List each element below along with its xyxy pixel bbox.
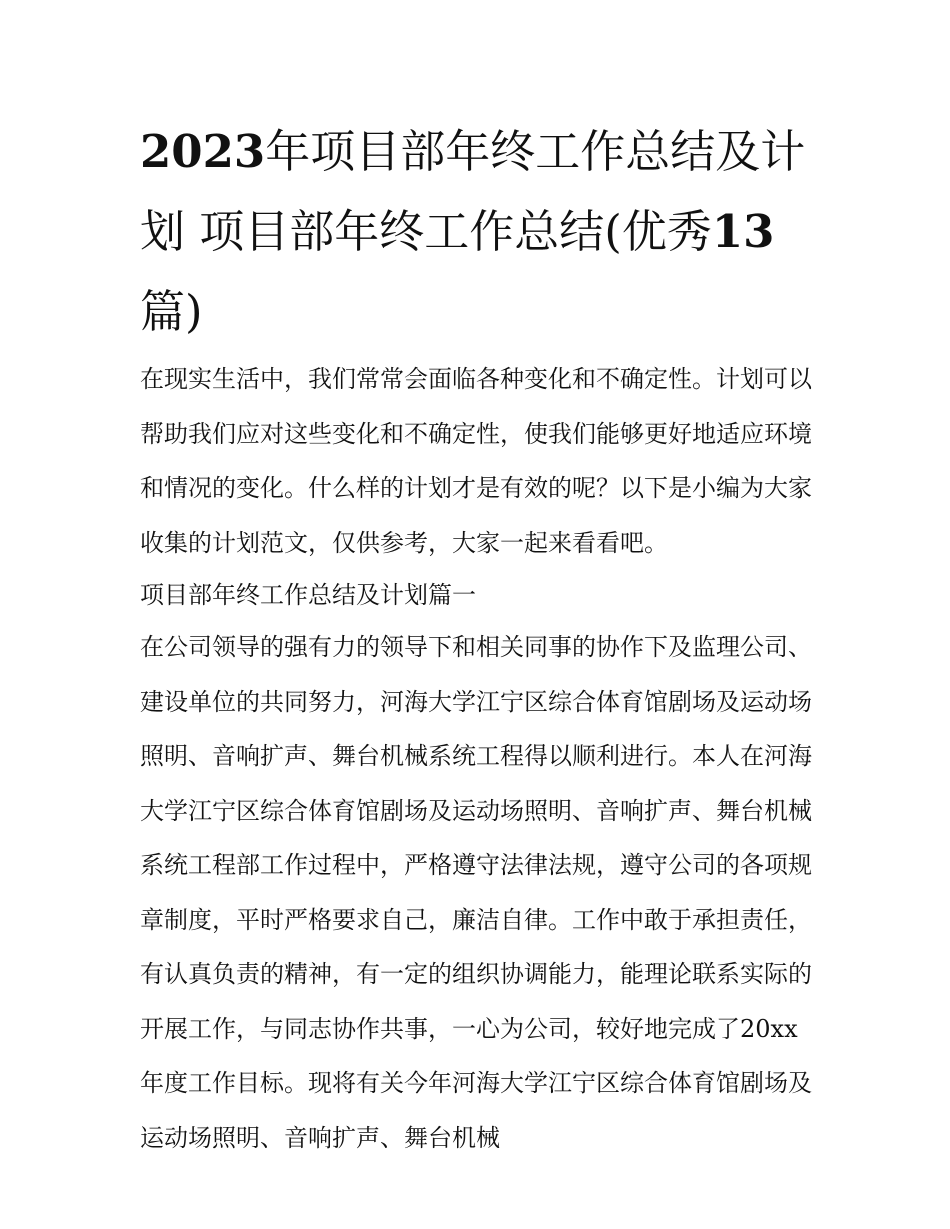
title-year: 2023 [140,125,266,178]
section-paragraph: 在公司领导的强有力的领导下和相关同事的协作下及监理公司、建设单位的共同努力，河海大学江宁区综合体育馆剧场及运动场照明、音响扩声、舞台机械系统工程得以顺利进行。本人在河海大学江宁区综合体育馆剧场及运动场照明、音响扩声、舞台机械系统工程部工作过程中，严格遵守法律法规，遵守公司的各项规章制度，平时严格要求自己，廉洁自律。工作中敢于承担责任，有认真负责的精神，有一定的组织协调能力，能理论联系实际的开展工作，与同志协作共事，一心为公司，较好地完成了20xx年度工作目标。现将有关今年河海大学江宁区综合体育馆剧场及运动场照明、音响扩声、舞台机械 [140,633,812,1152]
title-suffix: 篇) [140,285,203,338]
intro-paragraph: 在现实生活中，我们常常会面临各种变化和不确定性。计划可以帮助我们应对这些变化和不确定性，使我们能够更好地适应环境和情况的变化。什么样的计划才是有效的呢？以下是小编为大家收集的计划范文，仅供参考，大家一起来看看吧。 [140,365,812,557]
title-text: 年项目部年终工作总结及计划 项目部年终工作总结(优秀 [140,125,806,258]
section-heading: 项目部年终工作总结及计划篇一 [140,581,476,609]
document-title [140,112,820,352]
title-count: 13 [711,205,775,258]
document-body [140,352,812,1165]
